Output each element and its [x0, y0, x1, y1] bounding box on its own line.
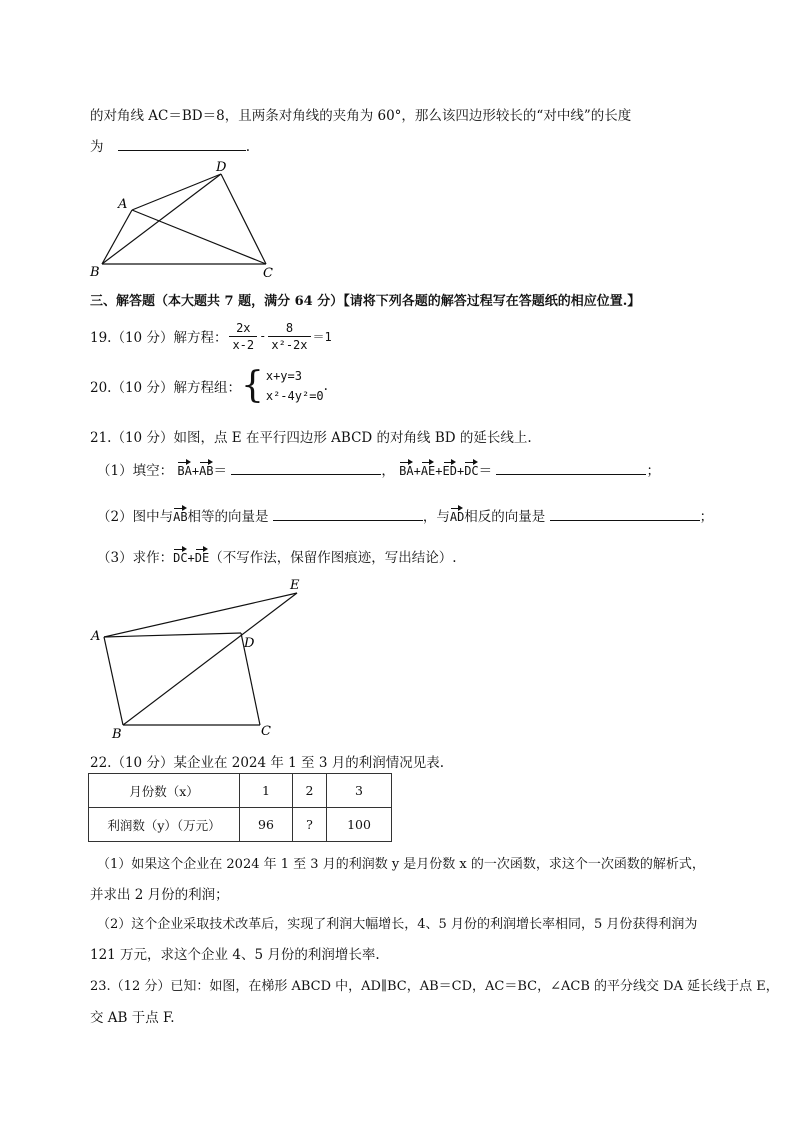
q18-side-ad	[132, 174, 221, 210]
vector-ed: ED	[443, 460, 457, 478]
q19	[90, 316, 332, 356]
q18-label-c: C	[263, 266, 273, 280]
q20-equation-2: x²-4y²=0	[265, 389, 324, 403]
q18-label-d: D	[216, 160, 227, 175]
q19-frac2-numerator: 8	[268, 320, 310, 337]
table-row	[89, 808, 392, 842]
vector-ab: AB	[199, 460, 213, 478]
q18-figure	[84, 158, 284, 280]
q23-line1: 23.（12 分）已知：如图，在梯形 ABCD 中，AD∥BC，AB＝CD，AC＝BC，∠ACB 的平分线交 DA 延长线于点 E，	[90, 979, 779, 994]
q21-label-a: A	[91, 629, 101, 644]
q21-segment-ab	[104, 637, 123, 725]
q21-part2-text-a: （2）图中与	[97, 509, 174, 525]
vector-ad: AD	[450, 506, 464, 524]
q19-number: 19.（10 分）解方程：	[90, 330, 228, 346]
vector-de: DE	[195, 547, 209, 565]
q19-fraction-2	[268, 320, 310, 353]
vector-ab-2: AB	[173, 506, 187, 524]
q22-part1-line2: 并求出 2 月份的利润；	[90, 887, 229, 903]
q22-stem: 22.（10 分）某企业在 2024 年 1 至 3 月的利润情况见表.	[90, 755, 445, 771]
table-cell: 96	[240, 808, 293, 842]
q18-diagonal-ac	[132, 210, 266, 264]
table-cell: 利润数（y）（万元）	[89, 808, 240, 842]
table-row	[89, 774, 392, 808]
q21-part1-blank-2[interactable]	[496, 460, 646, 475]
q19-frac1-denominator: x-2	[232, 337, 255, 352]
q18-suffix: .	[245, 139, 251, 155]
q21-stem: 21.（10 分）如图，点 E 在平行四边形 ABCD 的对角线 BD 的延长线上.	[90, 430, 532, 446]
table-cell: 月份数（x）	[89, 774, 240, 808]
q20	[90, 363, 328, 409]
q21-part1-blank-1[interactable]	[231, 460, 381, 475]
q21-label-d: D	[244, 636, 255, 651]
q18-side-bd	[102, 174, 221, 264]
q21-part1-label: （1）填空：	[97, 463, 174, 479]
q20-brace: {	[240, 365, 264, 406]
q21-part2-text-b: 相等的向量是	[187, 509, 269, 525]
table-cell: 100	[327, 808, 392, 842]
q18-side-ab	[102, 210, 132, 264]
q19-rhs: ＝1	[312, 329, 332, 344]
q21-part3: （3）求作：DC+DE（不写作法，保留作图痕迹，写出结论）.	[97, 546, 457, 566]
vector-ae: AE	[421, 460, 435, 478]
vector-ba-2: BA	[399, 460, 413, 478]
q21-part3-text: （不写作法，保留作图痕迹，写出结论）.	[209, 550, 457, 566]
q18-side-dc	[221, 174, 266, 264]
q21-part2-blank-2[interactable]	[550, 506, 700, 521]
q20-system	[266, 366, 324, 406]
q21-label-e: E	[290, 578, 300, 593]
q19-frac2-denominator: x²-2x	[271, 337, 308, 352]
q21-label-b: B	[112, 727, 122, 740]
q19-frac1-numerator: 2x	[229, 320, 257, 337]
vector-ba: BA	[177, 460, 191, 478]
table-cell: ?	[293, 808, 327, 842]
q21-figure	[88, 574, 308, 740]
section3-title: 三、解答题（本大题共 7 题，满分 64 分）【请将下列各题的解答过程写在答题纸的相应位置.】	[90, 294, 641, 309]
table-cell: 3	[327, 774, 392, 808]
q22-part2-line1: （2）这个企业采取技术改革后，实现了利润大幅增长，4、5 月份的利润增长率相同，5 月份获得利润为	[97, 917, 698, 932]
q21-part2-text-d: 相反的向量是	[464, 509, 546, 525]
q20-equation-1: x+y=3	[265, 369, 302, 383]
q23-line2: 交 AB 于点 F.	[90, 1010, 175, 1026]
q19-minus: -	[259, 329, 267, 343]
q21-part2-blank-1[interactable]	[273, 506, 423, 521]
q22-part2-line2: 121 万元，求这个企业 4、5 月份的利润增长率.	[90, 947, 380, 963]
q19-fraction-1	[229, 320, 257, 353]
vector-dc-2: DC	[173, 547, 187, 565]
q22-profit-table	[88, 773, 392, 842]
q18-line2	[90, 135, 250, 155]
q21-part2: （2）图中与AB相等的向量是 ，与AD相反的向量是 ；	[97, 505, 713, 525]
q21-label-c: C	[261, 724, 271, 739]
q20-end: .	[323, 378, 328, 394]
table-cell: 2	[293, 774, 327, 808]
q18-prefix: 为	[90, 139, 104, 155]
q21-part1: （1）填空： BA+AB＝ ， BA+AE+ED+DC＝ ；	[97, 459, 660, 479]
q22-part1-line1: （1）如果这个企业在 2024 年 1 至 3 月的利润数 y 是月份数 x 的一次函数，求这个一次函数的解析式，	[97, 857, 705, 872]
q18-label-b: B	[90, 265, 100, 280]
q18-label-a: A	[118, 197, 128, 212]
q21-part2-text-c: ，与	[422, 509, 450, 525]
q18-answer-blank[interactable]	[118, 136, 246, 151]
q21-part3-label: （3）求作：	[97, 550, 174, 566]
q18-line1: 的对角线 AC＝BD＝8，且两条对角线的夹角为 60°，那么该四边形较长的“对中线”的长度	[90, 108, 632, 124]
vector-dc: DC	[464, 460, 478, 478]
q21-segment-ad	[104, 633, 241, 637]
table-cell: 1	[240, 774, 293, 808]
q20-number: 20.（10 分）解方程组：	[90, 380, 241, 396]
